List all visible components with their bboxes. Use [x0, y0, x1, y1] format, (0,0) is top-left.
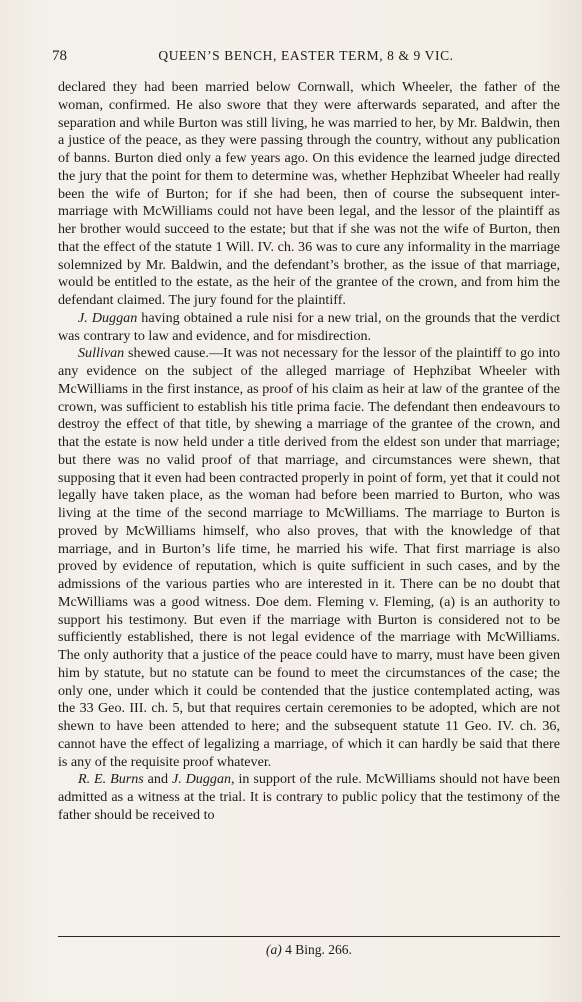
- footnote-marker: (a): [266, 942, 282, 957]
- paragraph: [58, 79, 560, 310]
- page-header: [52, 48, 560, 68]
- italic-name: J. Duggan: [171, 771, 232, 788]
- text-run: shewed cause.—It was not necessary for the lessor of the plaintiff to go into any evidence on the subject of the alleged marriage of Hephzibat Wheeler with McWilliams in the first instance, as proof of his claim as heir at law of the grantee of the crown, was sufficient to establish his title prima facie. The defendant then endeavours to destroy the effect of that title, by shewing a marriage of the grantee of the crown, and that the estate is now held under a title derived from the eldest son under that marriage; but there was no valid proof of that marriage, and circumstances were shewn, that supposing that it even had been contracted properly in point of form, yet that it could not legally have taken place, as the woman had before been married to Burton, who was living at the time of the second marriage to McWilliams. The marriage to Burton is proved by McWilliams himself, who also proves, that with the knowledge of that marriage, and in Burton’s life time, he married his wife. That first marriage is also proved by evidence of reputation, which is quite sufficient in such cases, and by the admissions of the various parties who are interested in it. There can be no doubt that McWilliams was a good witness. Doe dem. Fleming v. Fleming,: [58, 345, 560, 610]
- text-run: , in support of the rule. McWilliams should not have been admitted as a witness at the trial. It is contrary to public policy that the testimony of the father should be received to: [58, 771, 561, 823]
- text-run: declared they had been married below Cornwall, which Wheeler, the father of the woman, confirmed. He also swore that they were afterwards separated, and after the separation and while Burton was still living, he was married to her, by Mr. Baldwin, then a justice of the peace, as they were passing through the country, without any publication of banns. Burton died only a few years ago. On this evidence the learned judge directed the jury that the point for them to determine was, whether Hephzibat Wheeler had really been the wife of Burton; for if she had been, then of course the subsequent inter-marriage with McWilliams could not have been legal, and the lessor of the plaintiff as her brother would succeed to the estate; but that if she was not the wife of Burton, then that the effect of the statute 1 Will. IV. ch. 36 was to cure any informality in the marriage solemnized by Mr. Baldwin, and the defendant’s brother, as the issue of that marriage, would be entitled to the estate, as the heir of the grantee of the crown, and from him the defendant claimed. The jury found for the plaintiff.: [58, 79, 560, 308]
- paragraph: [58, 771, 560, 824]
- paragraph: [58, 310, 560, 346]
- text-run: (a): [439, 593, 456, 610]
- body-text: [58, 79, 560, 825]
- italic-name: R. E. Burns: [78, 771, 144, 788]
- text-run: and: [143, 771, 172, 788]
- page-number: 78: [52, 48, 67, 64]
- running-title: QUEEN’S BENCH, EASTER TERM, 8 & 9 VIC.: [158, 48, 454, 63]
- footnote-citation: 4 Bing. 266.: [285, 942, 352, 957]
- footnote-rule: [58, 936, 560, 937]
- italic-name: Sullivan: [78, 345, 125, 362]
- italic-name: J. Duggan: [78, 309, 138, 326]
- paragraph: [58, 345, 560, 771]
- text-run: is an authority to support his testimony. But even if the marriage with Burton is considered not to be sufficiently established, there is not legal evidence of the marriage with McWilliams. The only authority that a justice of the peace could have to marry, must have been given him by statute, but no statute can be found to meet the circumstances of the case; the only one, under which it could be contended that the justice contemplated acting, was the 33 Geo. III. ch. 5, but that requires certain ceremonies to be adopted, which are not shewn to have been attended to here; and the subsequent statute 11 Geo. IV. ch. 36, cannot have the effect of legalizing a marriage, of which it can hardly be said that there is any of the requisite proof whatever.: [58, 593, 560, 770]
- footnote: [58, 942, 560, 958]
- text-run: having obtained a rule nisi for a new trial, on the grounds that the verdict was contrary to law and evidence, and for misdirection.: [58, 309, 560, 344]
